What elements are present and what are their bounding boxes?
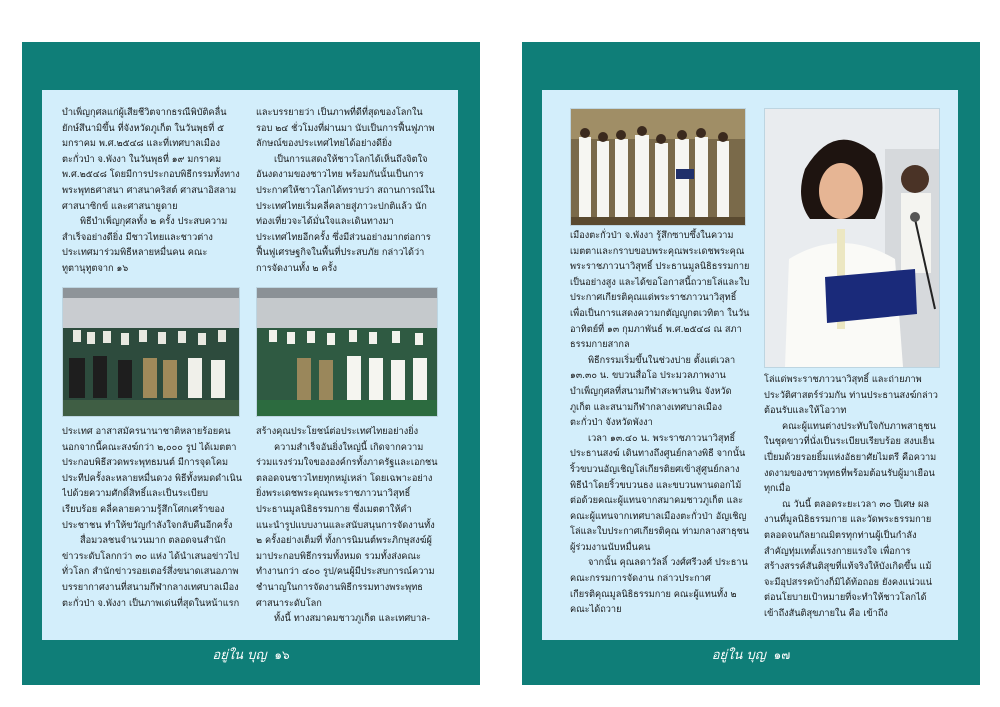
paragraph: เป็นการแสดงให้ชาวโลกได้เห็นถึงจิตใจอันงดงามของชาวไทย พร้อมกันนั้นเป็นการประกาศให้ชาวโลกได้ทราบว่า สถานการณ์ในประเทศไทยเริ่มคลี่คลายสู่ภาวะปกติแล้ว นักท่องเที่ยวจะได้มั่นใจและเดินทางมาประเทศไทยอีกครั้ง ซึ่งมีส่วนอย่างมากต่อการฟื้นฟูเศรษฐกิจในพื้นที่ประสบภัย กล่าวได้ว่า การจัดงานทั้ง ๒ ครั้ง bbox=[256, 153, 435, 274]
left-page-footer bbox=[22, 644, 480, 665]
paragraph: คณะผู้แทนต่างประทับใจกับภาพสาธุชนในชุดขาวที่นั่งเป็นระเบียบเรียบร้อย สงบเย็น เปี่ยมด้วยรอยยิ้มแห่งอัธยาศัยไมตรี คือความงดงามของชาวพุทธที่พร้อมต้อนรับผู้มาเยือนทุกเมื่อ bbox=[764, 420, 937, 495]
left-content-panel bbox=[42, 90, 458, 640]
right-page bbox=[522, 42, 980, 685]
ceremony-photo-left bbox=[62, 287, 240, 417]
paragraph: จากนั้น คุณลดาวัลลิ์ วงศ์ศรีวงศ์ ประธานคณะกรรมการจัดงาน กล่าวประกาศเกียรติคุณมูลนิธิธรรมกาย คณะผู้แทนทั้ง ๒ คณะได้ถวาย bbox=[570, 557, 748, 616]
magazine-logo: อยู่ใน บุญ bbox=[212, 648, 267, 663]
procession-photo bbox=[570, 108, 746, 226]
paragraph: ประเทศ อาสาสมัครนานาชาติหลายร้อยคน นอกจากนี้คณะสงฆ์กว่า ๒,๐๐๐ รูป ได้เมตตาประกอบพิธีสวดพระพุทธมนต์ มีการจุดโคมประทีปครั้งละหลายหมื่นดวง พิธีทั้งหมดดำเนินไปด้วยความศักดิ์สิทธิ์และเป็นระเบียบเรียบร้อย คลี่คลายความรู้สึกโศกเศร้าของประชาชน ทำให้ขวัญกำลังใจกลับคืนอีกครั้ง bbox=[62, 426, 242, 531]
paragraph: เวลา ๑๓.๔๐ น. พระราชภาวนาวิสุทธิ์ประธานสงฆ์ เดินทางถึงศูนย์กลางพิธี จากนั้นริ้วขบวนอัญเชิญโล่เกียรติยศเข้าสู่ศูนย์กลางพิธีนำโดยริ้วขบวนธง และขบวนพานดอกไม้ ต่อด้วยคณะผู้แทนจากสมาคมชาวภูเก็ต และคณะผู้แทนจากเทศบาลเมืองตะกั่วป่า อัญเชิญโล่และใบประกาศเกียรติคุณ ท่ามกลางสาธุชนผู้ร่วมงานนับหมื่นคน bbox=[570, 432, 750, 553]
right-column-1 bbox=[570, 228, 750, 638]
left-top-column-2 bbox=[256, 105, 438, 283]
paragraph: ความสำเร็จอันยิ่งใหญ่นี้ เกิดจากความร่วมแรงร่วมใจขององค์กรทั้งภาครัฐและเอกชน ตลอดจนชาวไทยทุกหมู่เหล่า โดยเฉพาะอย่างยิ่งพระเดชพระคุณพระราชภาวนาวิสุทธิ์ ประธานมูลนิธิธรรมกาย ซึ่งเมตตาให้คำแนะนำรูปแบบงานและสนับสนุนการจัดงานทั้ง ๒ ครั้งอย่างเต็มที่ ทั้งการนิมนต์พระภิกษุสงฆ์ผู้มาประกอบพิธีกรรมทั้งหมด รวมทั้งส่งคณะทำงานกว่า ๔๐๐ รูป/คนผู้มีประสบการณ์ความชำนาญในการจัดงานพิธีกรรมทางพระพุทธศาสนาระดับโลก bbox=[256, 441, 438, 609]
paragraph: บำเพ็ญกุศลแก่ผู้เสียชีวิตจากธรณีพิบัติคลื่นยักษ์สึนามิขึ้น ที่จังหวัดภูเก็ต ในวันพุธที่ ๕ มกราคม พ.ศ.๒๕๔๘ และที่เทศบาลเมืองตะกั่วป่า จ.พังงา ในวันพุธที่ ๑๙ มกราคม พ.ศ.๒๕๔๘ โดยมีการประกอบพิธีกรรมทั้งทางพระพุทธศาสนา ศาสนาคริสต์ ศาสนาอิสลาม ศาสนาซิกข์ และศาสนายูดาย bbox=[62, 107, 240, 212]
right-content-panel bbox=[542, 90, 958, 640]
paragraph: และบรรยายว่า เป็นภาพที่ดีที่สุดของโลกในรอบ ๒๔ ชั่วโมงที่ผ่านมา นับเป็นการฟื้นฟูภาพลักษณ์ของประเทศไทยได้อย่างดียิ่ง bbox=[256, 107, 435, 150]
right-page-footer bbox=[522, 644, 980, 665]
left-bottom-column-1 bbox=[62, 424, 242, 634]
paragraph: ทั้งนี้ ทางสมาคมชาวภูเก็ต และเทศบาล- bbox=[274, 613, 431, 625]
paragraph: พิธีกรรมเริ่มขึ้นในช่วงบ่าย ตั้งแต่เวลา ๑๓.๓๐ น. ขบวนสื่อโอ ประมวลภาพงานบำเพ็ญกุศลที่สนามกีฬาสะพานหิน จังหวัดภูเก็ต และสนามกีฬากลางเทศบาลเมืองตะกั่วป่า จังหวัดพังงา bbox=[570, 354, 736, 429]
paragraph: พิธีบำเพ็ญกุศลทั้ง ๒ ครั้ง ประสบความสำเร็จอย่างดียิ่ง มีชาวไทยและชาวต่างประเทศมาร่วมพิธีหลายหมื่นคน คณะทูตานุทูตจาก ๑๖ bbox=[62, 216, 228, 274]
magazine-logo: อยู่ใน บุญ bbox=[711, 648, 766, 663]
paragraph: สร้างคุณประโยชน์ต่อประเทศไทยอย่างยิ่ง bbox=[256, 426, 419, 437]
left-bottom-column-2 bbox=[256, 424, 438, 634]
ceremony-photo-right bbox=[256, 287, 438, 417]
paragraph: โล่แด่พระราชภาวนาวิสุทธิ์ และถ่ายภาพประวัติศาสตร์ร่วมกัน ท่านประธานสงฆ์กล่าวต้อนรับและให้โอวาท bbox=[764, 374, 938, 417]
left-top-column-1 bbox=[62, 105, 242, 283]
paragraph: ณ วันนี้ ตลอดระยะเวลา ๓๐ ปีเศษ ผลงานที่มูลนิธิธรรมกาย และวัดพระธรรมกายตลอดจนกัลยาณมิตรทุกท่านผู้เป็นกำลังสำคัญทุ่มเทตั้งแรงกายแรงใจ เพื่อการสร้างสรรค์สันติสุขที่แท้จริงให้บังเกิดขึ้น แม้จะมีอุปสรรคบ้างก็มิได้ท้อถอย ยังคงแน่วแน่ต่อนโยบายเป้าหมายที่จะทำให้ชาวโลกได้เข้าถึงสันติสุขภายใน คือ เข้าถึง bbox=[764, 498, 933, 619]
left-page bbox=[22, 42, 480, 685]
right-column-2 bbox=[764, 372, 940, 638]
page-number: ๑๗ bbox=[773, 648, 791, 662]
paragraph: สื่อมวลชนจำนวนมาก ตลอดจนสำนักข่าวระดับโลกกว่า ๓๐ แห่ง ได้นำเสนอข่าวไปทั่วโลก สำนักข่าวรอยเตอร์สึ่งขนาดเสนอภาพบรรยากาศงานที่สนามกีฬากลางเทศบาลเมืองตะกั่วป่า จ.พังงา เป็นภาพเด่นที่สุดในหน้าแรก bbox=[62, 535, 240, 609]
page-number: ๑๖ bbox=[274, 648, 290, 662]
paragraph: เมืองตะกั่วป่า จ.พังงา รู้สึกซาบซึ้งในความเมตตาและกราบขอบพระคุณพระเดชพระคุณพระราชภาวนาวิสุทธิ์ ประธานมูลนิธิธรรมกายเป็นอย่างสูง และได้ขอโอกาสนี้ถวายโล่และใบประกาศเกียรติคุณแด่พระราชภาวนาวิสุทธิ์ เพื่อเป็นการแสดงความกตัญญูกตเวทิตา ในวันอาทิตย์ที่ ๑๓ กุมภาพันธ์ พ.ศ.๒๕๔๘ ณ สภาธรรมกายสากล bbox=[570, 230, 750, 351]
speaker-photo bbox=[764, 108, 940, 368]
